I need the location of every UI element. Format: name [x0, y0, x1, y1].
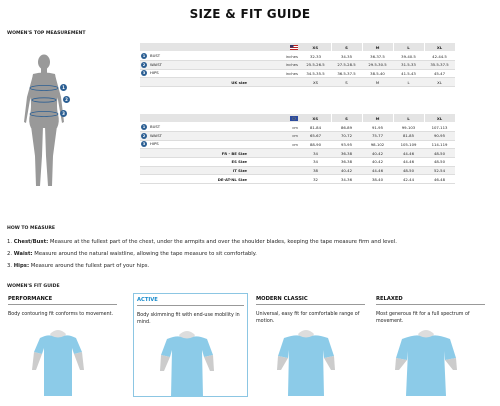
table-cell: 35.5-37.5 [424, 60, 455, 69]
fit-card-performance [5, 293, 120, 397]
row-label-text: ES Size [231, 159, 247, 165]
modern-classic-shirt-icon [266, 330, 346, 396]
table-row [140, 157, 455, 166]
row-unit [275, 157, 300, 166]
row-label-text: WAIST [150, 132, 162, 138]
table-cell: 36-37.5 [362, 52, 393, 61]
row-unit: inches [275, 52, 300, 61]
fit-card-modern-classic [253, 293, 368, 397]
fit-guide-heading: WOMEN'S FIT GUIDE [7, 284, 60, 289]
marker-hips: 3 [60, 110, 67, 117]
table-row [140, 149, 455, 158]
table-cell: 93-95 [331, 140, 362, 149]
step-chest: 1. Chest/Bust: Measure at the fullest part of the chest, under the armpits and over the shoulder blades, keeping the tape measure firm and level. [7, 239, 397, 245]
table-cell: 65-67 [300, 131, 331, 140]
table-cell: 44-46 [393, 149, 424, 158]
header-blank [140, 43, 275, 52]
row-label-text: HIPS [150, 141, 159, 147]
table-cell: 48-50 [424, 157, 455, 166]
table-cell: 88-90 [300, 140, 331, 149]
fit-description: Body skimming fit with end-use mobility in mind. [137, 313, 240, 325]
row-label [140, 123, 275, 132]
table-cell: 34-36 [331, 175, 362, 184]
row-label-text: BUST [150, 53, 161, 59]
row-label-text: FR - BE Size [221, 150, 247, 156]
table-cell: 39-40.5 [393, 52, 424, 61]
row-label [140, 175, 275, 184]
row-label [140, 166, 275, 175]
table-cell: 34.5-35.5 [300, 69, 331, 78]
table-cell: 32 [300, 175, 331, 184]
row-label [140, 69, 275, 78]
row-unit: inches [275, 69, 300, 78]
table-cell: 32-33 [300, 52, 331, 61]
row-unit [275, 175, 300, 184]
table-cell: S [331, 78, 362, 87]
table-cell: 75-77 [362, 131, 393, 140]
table-cell: 29.5-30.5 [362, 60, 393, 69]
table-cell: 40-42 [362, 149, 393, 158]
performance-shirt-icon [18, 330, 98, 396]
table-cell: 41.5-43 [393, 69, 424, 78]
row-label-text: UK size [231, 79, 247, 85]
measure-number-badge: 2 [142, 133, 146, 138]
row-unit: inches [275, 60, 300, 69]
table-cell: 81-85 [393, 131, 424, 140]
row-label-text: WAIST [150, 61, 162, 67]
eu-flag-icon [290, 116, 298, 121]
table-row [140, 123, 455, 132]
row-unit: cm [275, 140, 300, 149]
header-xl: XL [424, 43, 455, 52]
header-xl: XL [424, 114, 455, 123]
table-cell: 25.5-26.5 [300, 60, 331, 69]
marker-waist: 2 [63, 96, 70, 103]
row-label [140, 60, 275, 69]
fit-name: MODERN CLASSIC [256, 296, 308, 302]
table-cell: 36-38 [331, 149, 362, 158]
table-cell: 34 [300, 157, 331, 166]
row-label-text: IT Size [232, 167, 247, 173]
row-label [140, 149, 275, 158]
table-cell: 105-109 [393, 140, 424, 149]
fit-card-relaxed [373, 293, 488, 397]
header-m: M [362, 43, 393, 52]
us-flag-icon [290, 45, 298, 50]
page-title: SIZE & FIT GUIDE [189, 7, 311, 21]
table-cell: 38 [300, 166, 331, 175]
table-cell: 91-95 [362, 123, 393, 132]
step-waist: 2. Waist: Measure around the natural waistline, allowing the tape measure to sit comfortably. [7, 251, 257, 257]
table-cell: 90-95 [424, 131, 455, 140]
header-l: L [393, 114, 424, 123]
table-cell: 70-72 [331, 131, 362, 140]
fit-description: Most generous fit for a full spectrum of movement. [376, 312, 470, 324]
table-cell: 38-40 [362, 175, 393, 184]
marker-bust: 1 [60, 84, 67, 91]
table-row [140, 69, 455, 78]
header-flag [275, 43, 300, 52]
table-header-row [140, 43, 455, 52]
relaxed-shirt-icon [386, 330, 466, 396]
table-row [140, 166, 455, 175]
row-unit: cm [275, 123, 300, 132]
table-cell: 98-102 [362, 140, 393, 149]
table-cell: 34 [300, 149, 331, 158]
fit-description: Universal, easy fit for comfortable range of motion. [256, 312, 360, 324]
table-cell: 44-46 [393, 157, 424, 166]
row-unit [275, 78, 300, 87]
female-silhouette-icon [8, 52, 83, 192]
row-unit: cm [275, 131, 300, 140]
table-cell: 27.5-28.5 [331, 60, 362, 69]
table-row [140, 78, 455, 87]
measure-number-badge: 3 [142, 142, 146, 147]
row-unit [275, 166, 300, 175]
row-label [140, 131, 275, 140]
table-cell: 45-47 [424, 69, 455, 78]
table-cell: 46-48 [424, 175, 455, 184]
table-cell: 40-42 [362, 157, 393, 166]
row-label [140, 78, 275, 87]
table-row [140, 140, 455, 149]
table-cell: 81-84 [300, 123, 331, 132]
table-cell: 99-103 [393, 123, 424, 132]
body-figure [8, 52, 83, 192]
table-cell: 42-44.5 [424, 52, 455, 61]
row-label [140, 140, 275, 149]
header-flag [275, 114, 300, 123]
header-s: S [331, 114, 362, 123]
header-xs: XS [300, 43, 331, 52]
row-label-text: BUST [150, 124, 161, 130]
table-cell: 34-35 [331, 52, 362, 61]
table-cell: 31.5-33 [393, 60, 424, 69]
active-shirt-icon [147, 331, 227, 397]
table-cell: M [362, 78, 393, 87]
table-cell: 86-89 [331, 123, 362, 132]
table-cell: 52-54 [424, 166, 455, 175]
how-to-measure-steps [7, 236, 397, 272]
header-l: L [393, 43, 424, 52]
step-hips: 3. Hips: Measure around the fullest part of your hips. [7, 263, 150, 269]
row-label-text: HIPS [150, 70, 159, 76]
size-table-cm [140, 114, 456, 184]
row-unit [275, 149, 300, 158]
header-m: M [362, 114, 393, 123]
table-cell: 48-50 [424, 149, 455, 158]
table-row [140, 175, 455, 184]
measure-number-badge: 1 [142, 125, 146, 130]
size-table-inches [140, 43, 456, 87]
table-cell: 36-38 [331, 157, 362, 166]
table-row [140, 131, 455, 140]
measure-number-badge: 2 [142, 62, 146, 67]
header-xs: XS [300, 114, 331, 123]
header-blank [140, 114, 275, 123]
fit-name: PERFORMANCE [8, 296, 53, 302]
table-cell: 42-44 [393, 175, 424, 184]
fit-name: RELAXED [376, 296, 403, 302]
table-cell: 114-119 [424, 140, 455, 149]
table-header-row [140, 114, 455, 123]
row-label-text: DE-AT-NL Size [217, 176, 247, 182]
table-cell: 44-46 [362, 166, 393, 175]
table-cell: XS [300, 78, 331, 87]
how-to-measure-heading: HOW TO MEASURE [7, 226, 56, 231]
row-label [140, 52, 275, 61]
fit-description: Body contouring fit conforms to movement. [8, 312, 114, 317]
row-label [140, 157, 275, 166]
measure-number-badge: 1 [142, 54, 146, 59]
table-row [140, 52, 455, 61]
table-cell: 36.5-37.5 [331, 69, 362, 78]
measure-number-badge: 3 [142, 71, 146, 76]
table-cell: 48-50 [393, 166, 424, 175]
table-cell: 107-113 [424, 123, 455, 132]
header-s: S [331, 43, 362, 52]
table-cell: XL [424, 78, 455, 87]
section-heading-top-measurement: WOMEN'S TOP MEASUREMENT [7, 31, 86, 36]
table-cell: 40-42 [331, 166, 362, 175]
table-row [140, 60, 455, 69]
table-cell: L [393, 78, 424, 87]
table-cell: 38.5-40 [362, 69, 393, 78]
fit-name: ACTIVE [137, 297, 158, 303]
fit-card-active [133, 293, 248, 397]
